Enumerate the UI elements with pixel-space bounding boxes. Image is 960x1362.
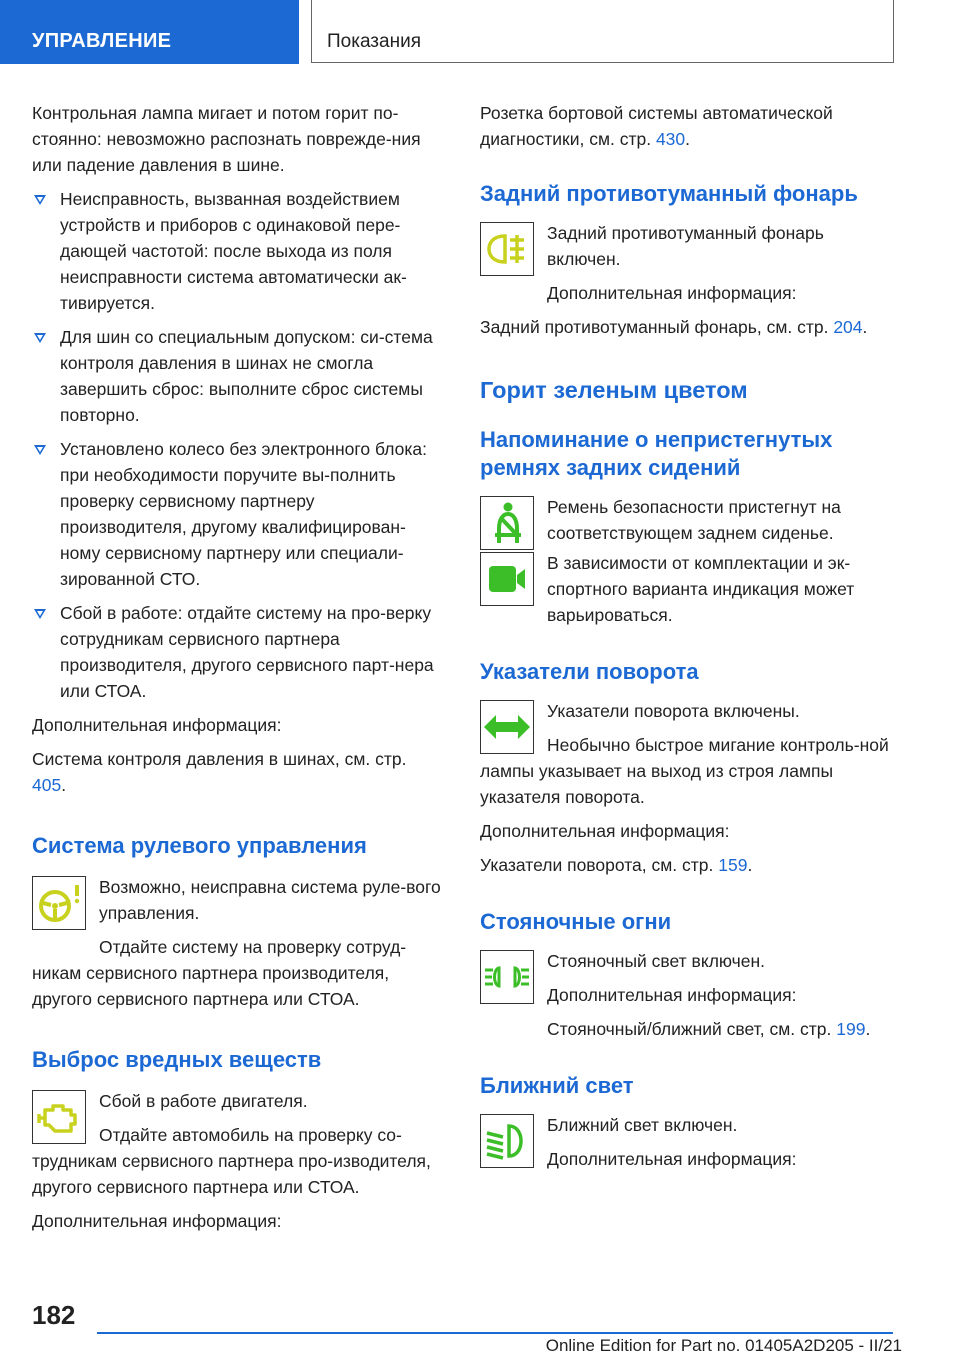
bullet-triangle-icon [34,609,46,619]
entry-steering [32,874,444,1012]
entry-parking [480,948,895,1042]
paragraph: Возможно, неисправна система руле-вого управления. [99,877,441,923]
list-item: Для шин со специальным допуском: си-стема контроля давления в шинах не смогла завершить сброс: выполните сброс системы повторно. [32,324,444,428]
more-info-label: Дополнительная информация: [32,1211,282,1231]
more-info-label: Дополнительная информация: [480,821,730,841]
edition-label: Online Edition for Part no. 01405A2D205 - II/21 [545,1336,902,1355]
bullet-triangle-icon [34,445,46,455]
entry-low-beam [480,1112,895,1172]
page-link[interactable]: 430 [655,129,686,149]
paragraph: Задний противотуманный фонарь включен. [547,223,824,269]
more-info-label: Дополнительная информация: [32,715,282,735]
heading-steering: Система рулевого управления [32,833,367,858]
more-info-label: Дополнительная информация: [547,1149,797,1169]
page-link[interactable]: 405 [32,775,62,795]
subsection-header [311,0,894,63]
more-info-label: Дополнительная информация: [547,985,797,1005]
reference: Указатели поворота, см. стр. 159. [480,855,753,875]
bullet-triangle-icon [34,333,46,343]
heading-parking: Стояночные огни [480,909,672,934]
entry-emission [32,1088,444,1234]
seatbelt-icon [480,496,534,550]
engine-icon [32,1090,86,1144]
entry-rear-seat [480,550,895,628]
paragraph: Необычно быстрое мигание контроль-ной лампы указывает на выход из строя лампы указателя поворота. [480,735,889,807]
list-item: Неисправность, вызванная воздействием устройств и приборов с одинаковой пере-дающей частотой: после выхода из поля неисправности система автоматически ак-тивируется. [32,186,444,316]
steering-warning-icon [32,876,86,930]
page-link[interactable]: 204 [833,317,863,337]
left-column [32,100,444,1242]
heading-low-beam: Ближний свет [480,1073,634,1098]
reference: Система контроля давления в шинах, см. стр. 405. [32,749,407,795]
paragraph: Ремень безопасности пристегнут на соответствующем заднем сиденье. [547,497,841,543]
entry-rear-fog [480,220,895,340]
heading-turn: Указатели поворота [480,659,699,684]
page-link[interactable]: 159 [718,855,748,875]
list-item: Сбой в работе: отдайте систему на про-верку сотрудникам сервисного партнера производителя, другого сервисного парт-нера или СТОА. [32,600,444,704]
heading-emission: Выброс вредных веществ [32,1047,322,1072]
paragraph: Стояночный свет включен. [547,951,766,971]
heading-seatbelt: Напоминание о непристегнутых ремнях задних сидений [480,427,833,480]
page-link[interactable]: 199 [836,1019,866,1039]
entry-seatbelt [480,494,895,550]
heading-rear-fog: Задний противотуманный фонарь [480,181,858,206]
footer-divider [97,1332,893,1334]
paragraph: Отдайте автомобиль на проверку со-трудникам сервисного партнера про-изводителя, другого сервисного партнера или СТОА. [32,1125,431,1197]
parking-light-icon [480,950,534,1004]
paragraph: Указатели поворота включены. [547,701,800,721]
section-header [0,0,299,64]
subsection-title: Показания [327,31,421,52]
turn-signal-icon [480,700,534,754]
paragraph: Контрольная лампа мигает и потом горит по-стоянно: невозможно распознать поврежде-ния или падение давления в шине. [32,103,421,175]
heading-green: Горит зеленым цветом [480,377,748,403]
reference: Задний противотуманный фонарь, см. стр. 204. [480,317,868,337]
reference: Стояночный/ближний свет, см. стр. 199. [547,1019,871,1039]
right-column [480,100,895,1180]
rear-seat-icon [480,552,534,606]
list-item: Установлено колесо без электронного блока: при необходимости поручите вы-полнить проверку сервисному партнеру производителя, другому квалифицирован-ному сервисному партнеру или специали-зированной СТО. [32,436,444,592]
paragraph: Отдайте систему на проверку сотруд-никам сервисного партнера производителя, другого сервисного партнера или СТОА. [32,937,407,1009]
more-info-label: Дополнительная информация: [547,283,797,303]
low-beam-icon [480,1114,534,1168]
paragraph: Ближний свет включен. [547,1115,738,1135]
section-title: УПРАВЛЕНИЕ [32,30,172,52]
paragraph: В зависимости от комплектации и эк-спортного варианта индикация может варьироваться. [547,553,855,625]
bullet-triangle-icon [34,195,46,205]
rear-fog-icon [480,222,534,276]
reference: Розетка бортовой системы автоматической диагностики, см. стр. 430. [480,103,833,149]
page-number: 182 [32,1300,76,1330]
entry-turn [480,698,895,878]
paragraph: Сбой в работе двигателя. [99,1091,308,1111]
